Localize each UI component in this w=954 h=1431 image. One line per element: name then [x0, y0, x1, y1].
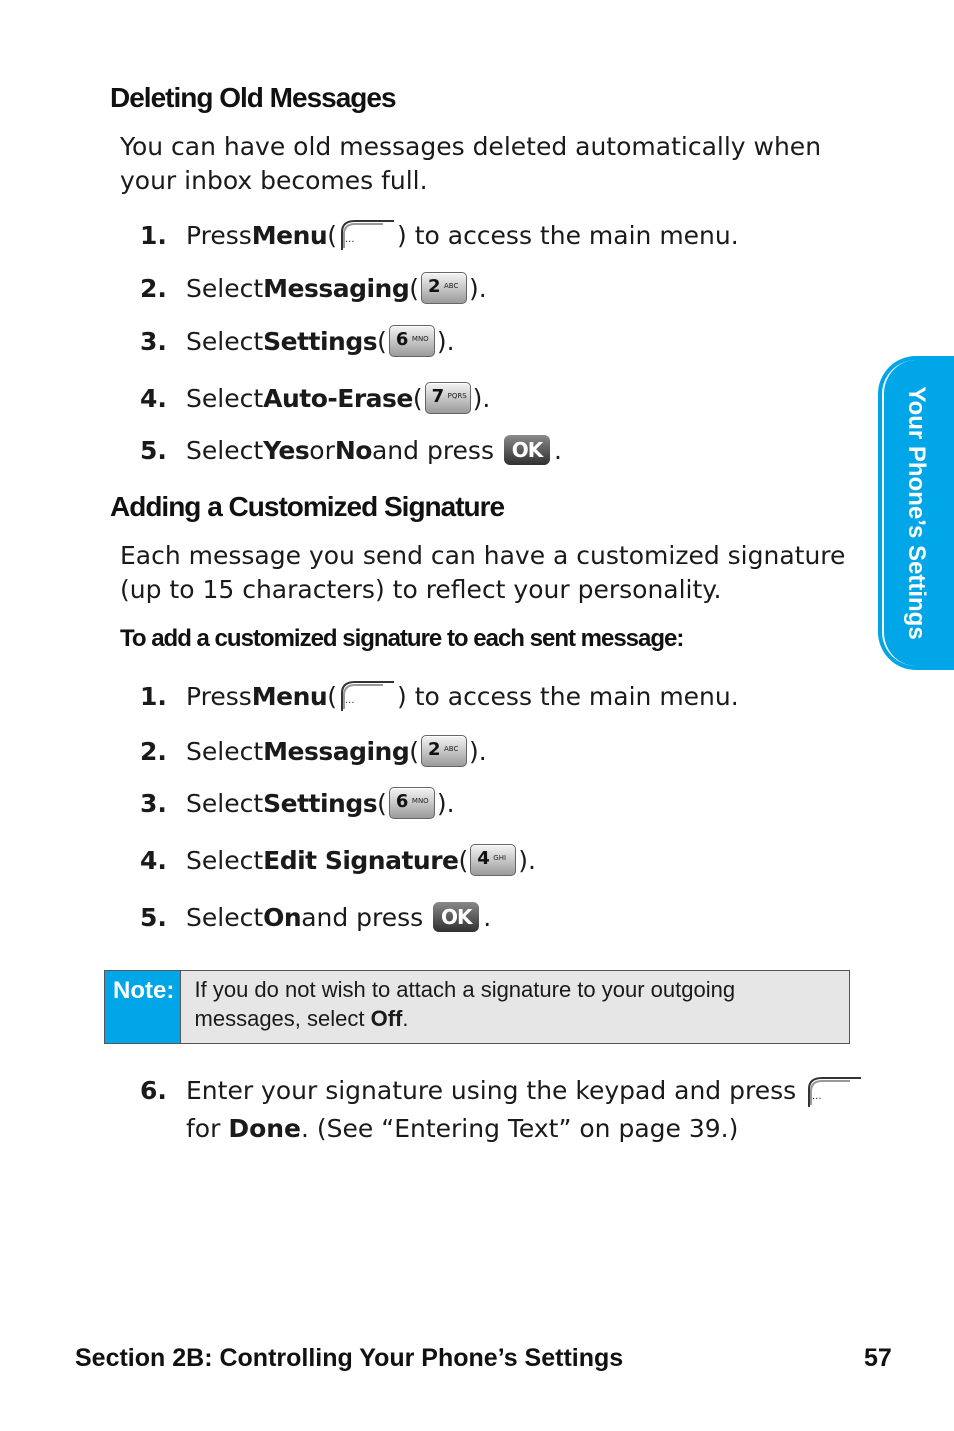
- menu-softkey-icon: [339, 679, 395, 713]
- step-text: Select: [186, 736, 264, 766]
- step-text-mid: or: [309, 435, 335, 465]
- key-digit: 2: [428, 739, 441, 760]
- note-box: [104, 970, 850, 1044]
- key-6-icon: [389, 325, 435, 357]
- section-heading-signature: Adding a Customized Signature: [110, 491, 505, 522]
- key-6-icon: [389, 787, 435, 819]
- step-text-after: ) to access the main menu.: [397, 681, 739, 711]
- step-text-after: ) to access the main menu.: [397, 220, 739, 250]
- step-text-after: ).: [518, 845, 536, 875]
- section-heading-deleting: Deleting Old Messages: [110, 82, 396, 113]
- step-text-3: . (See “Entering Text” on page 39.): [301, 1114, 739, 1143]
- step-2-signature: [140, 731, 880, 771]
- key-2-icon: [421, 735, 467, 767]
- key-digit: 4: [477, 848, 490, 869]
- step-bold: Auto-Erase: [263, 383, 413, 413]
- step-bold: Yes: [263, 435, 310, 465]
- step-4-signature: [140, 840, 880, 880]
- step-open: (: [412, 383, 423, 413]
- step-text: Select: [186, 435, 264, 465]
- step-bold: Messaging: [263, 273, 410, 303]
- footer-section-title: Section 2B: Controlling Your Phone’s Settings: [75, 1344, 624, 1372]
- step-text: Press: [186, 681, 252, 711]
- step-3-deleting: [140, 321, 880, 361]
- step-5-signature: [140, 897, 880, 937]
- step-text: Select: [186, 326, 264, 356]
- key-letters: PQRS: [447, 392, 467, 400]
- step-text: Enter your signature using the keypad and press: [186, 1076, 805, 1105]
- key-digit: 6: [395, 791, 409, 812]
- step-number: 2.: [140, 736, 167, 766]
- note-body: If you do not wish to attach a signature to your outgoing messages, select: [194, 977, 736, 1031]
- step-open: (: [458, 845, 469, 875]
- step-number: 6.: [140, 1076, 167, 1105]
- key-letters: MNO: [411, 335, 429, 343]
- key-letters: ABC: [444, 282, 459, 290]
- step-text-after: ).: [469, 273, 487, 303]
- ok-key-icon: OK: [433, 902, 479, 932]
- step-number: 4.: [140, 383, 167, 413]
- step-bold: Settings: [263, 326, 378, 356]
- note-label: Note:: [105, 971, 181, 1043]
- footer-page-number: 57: [864, 1344, 892, 1372]
- step-text-after: ).: [436, 326, 455, 356]
- step-1-deleting: [140, 215, 880, 255]
- step-1-signature: [140, 676, 880, 716]
- note-bold: Off: [370, 1006, 403, 1031]
- step-2-deleting: [140, 268, 880, 308]
- key-letters: ABC: [444, 745, 459, 753]
- step-bold: Menu: [251, 220, 328, 250]
- section-intro-signature: Each message you send can have a customized signature (up to 15 characters) to reflect your personality.: [120, 541, 846, 604]
- step-4-deleting: [140, 378, 880, 418]
- step-3-signature: [140, 783, 880, 823]
- key-digit: 6: [395, 329, 409, 350]
- step-bold: Menu: [251, 681, 328, 711]
- step-5-deleting: [140, 430, 880, 470]
- step-text: Select: [186, 273, 264, 303]
- step-open: (: [409, 273, 420, 303]
- step-6-signature: [140, 1072, 880, 1148]
- step-open: (: [327, 220, 337, 250]
- note-text: [181, 971, 849, 1043]
- step-bold: Done: [228, 1114, 302, 1143]
- step-text: Select: [186, 788, 264, 818]
- step-number: 1.: [140, 681, 167, 711]
- key-letters: GHI: [493, 854, 507, 862]
- key-4-icon: [470, 844, 516, 876]
- step-bold: Settings: [263, 788, 378, 818]
- step-open: (: [409, 736, 420, 766]
- step-number: 1.: [140, 220, 167, 250]
- step-bold-2: No: [334, 435, 372, 465]
- step-bold: On: [263, 902, 302, 932]
- step-number: 4.: [140, 845, 167, 875]
- step-bold: Messaging: [263, 736, 410, 766]
- step-text: Press: [186, 220, 252, 250]
- step-number: 2.: [140, 273, 167, 303]
- step-end: .: [483, 902, 492, 932]
- step-open: (: [377, 788, 387, 818]
- ok-key-icon: OK: [504, 435, 550, 465]
- key-digit: 2: [428, 276, 441, 297]
- menu-softkey-icon: [339, 218, 395, 252]
- key-7-icon: [425, 382, 471, 414]
- step-text: Select: [186, 902, 264, 932]
- svg-text:···: ···: [345, 237, 355, 248]
- step-text-2: for: [186, 1114, 229, 1143]
- step-bold: Edit Signature: [263, 845, 459, 875]
- done-softkey-icon: [806, 1075, 862, 1109]
- key-digit: 7: [431, 386, 445, 407]
- step-number: 5.: [140, 902, 167, 932]
- step-text: Select: [186, 845, 264, 875]
- step-open: (: [327, 681, 337, 711]
- step-text-after: ).: [469, 736, 487, 766]
- svg-text:···: ···: [812, 1094, 822, 1105]
- step-end: .: [553, 435, 562, 465]
- step-text-after: and press: [371, 435, 494, 465]
- step-number: 5.: [140, 435, 167, 465]
- step-text-after: ).: [472, 383, 491, 413]
- key-letters: MNO: [411, 797, 429, 805]
- key-2-icon: [421, 272, 467, 304]
- procedure-subheading: To add a customized signature to each sent message:: [120, 625, 684, 652]
- step-number: 3.: [140, 788, 167, 818]
- step-number: 3.: [140, 326, 167, 356]
- svg-text:···: ···: [345, 698, 355, 709]
- section-intro-deleting: You can have old messages deleted automatically when your inbox becomes full.: [120, 132, 822, 195]
- step-text-after: and press: [301, 902, 424, 932]
- step-text-after: ).: [436, 788, 455, 818]
- step-open: (: [377, 326, 387, 356]
- step-text: Select: [186, 383, 264, 413]
- note-end: .: [402, 1006, 409, 1031]
- side-tab-label: Your Phone’s Settings: [903, 386, 930, 640]
